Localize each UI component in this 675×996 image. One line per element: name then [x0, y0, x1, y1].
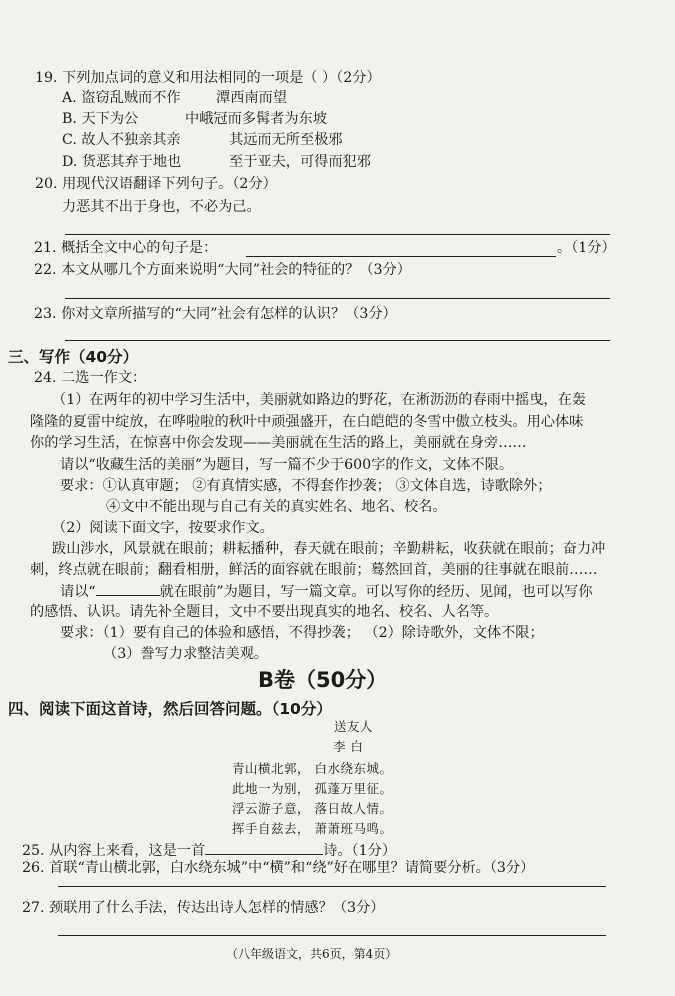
q24-p2-line4 — [60, 581, 593, 602]
q19-option-d-left: D. 货恶其弃于地也 — [62, 154, 182, 170]
q27-stem: 27. 颈联用了什么手法，传达出诗人怎样的情感？（3分） — [22, 900, 385, 916]
q20-answer-line — [65, 234, 610, 235]
q19-stem: 19. 下列加点词的意义和用法相同的一项是（ ）（2分） — [35, 70, 381, 86]
poem-line-1: 青山横北郭， 白水绕东城。 — [232, 761, 393, 776]
section3-title: 三、写作（40分） — [8, 348, 139, 366]
q25-suffix: 诗。（1分） — [323, 843, 397, 859]
page-footer: （八年级语文，共6页，第4页） — [226, 947, 398, 961]
q23-stem: 23. 你对文章所描写的“大同”社会有怎样的认识？（3分） — [34, 306, 397, 322]
q25-prefix: 25. 从内容上来看，这是一首 — [22, 843, 206, 859]
q24-p1-req2: ④文中不能出现与自己有关的真实姓名、地名、校名。 — [106, 499, 447, 515]
q20-sentence: 力恶其不出于身也，不必为己。 — [62, 199, 261, 215]
q24-stem: 24. 二选一作文： — [34, 370, 147, 386]
q22-answer-line — [65, 298, 610, 299]
q19-option-d-right: 至于亚夫，可得而犯邪 — [229, 154, 371, 170]
q26-answer-line — [58, 886, 606, 887]
q24-p2-line1: （2）阅读下面文字，按要求作文。 — [52, 520, 274, 536]
q19-option-a-right: 潭西南而望 — [216, 90, 287, 106]
q24-p1-line3: 你的学习生活，在惊喜中你会发现——美丽就在生活的路上，美丽就在身旁…… — [30, 435, 527, 451]
q19-option-b-right: 中峨冠而多髯者为东坡 — [185, 111, 327, 127]
section4-title: 四、阅读下面这首诗，然后回答问题。（10分） — [8, 700, 332, 718]
q19-option-a-left: A. 盗窃乱贼而不作 — [62, 90, 181, 106]
q24-p2-req1: 要求：（1）要有自己的体验和感悟，不得抄袭； （2）除诗歌外，文体不限； — [60, 625, 544, 641]
q24-p1-line1: （1）在两年的初中学习生活中，美丽就如路边的野花，在淅沥沥的春雨中摇曳，在轰 — [52, 392, 586, 408]
poem-line-3: 浮云游子意， 落日故人情。 — [232, 801, 393, 816]
poem-line-2: 此地一为别， 孤蓬万里征。 — [232, 781, 393, 796]
q21-answer-line — [246, 256, 556, 257]
q24-p2-line4-pre: 请以“ — [60, 584, 96, 600]
q19-option-b-left: B. 天下为公 — [62, 111, 139, 127]
q20-stem: 20. 用现代汉语翻译下列句子。（2分） — [35, 176, 277, 192]
q23-answer-line — [65, 340, 610, 341]
poem-author: 李 白 — [333, 739, 364, 754]
q24-p2-line5: 的感悟、认识。请先补全题目，文中不要出现真实的地名、校名、人名等。 — [30, 604, 499, 620]
poem-title: 送友人 — [334, 719, 374, 734]
q24-p2-line3: 刺，终点就在眼前；翻看相册，鲜活的面容就在眼前；蓦然回首，美丽的往事就在眼前…… — [30, 562, 598, 578]
q26-stem: 26. 首联“青山横北郭，白水绕东城”中“横”和“绕”好在哪里？请简要分析。（3分） — [22, 860, 535, 876]
q24-p2-req2: （3）誊写力求整洁美观。 — [103, 646, 269, 662]
part-b-title: B卷（50分） — [258, 668, 388, 692]
q19-option-c-left: C. 故人不独亲其亲 — [62, 132, 181, 148]
q24-p2-line2: 跋山涉水，风景就在眼前；耕耘播种，春天就在眼前；辛勤耕耘，收获就在眼前；奋力冲 — [52, 541, 606, 557]
q24-p1-line2: 隆隆的夏雷中绽放，在哗啦啦的秋叶中顽强盛开，在白皑皑的冬雪中傲立枝头。用心体味 — [30, 414, 584, 430]
q21-suffix: 。（1分） — [557, 240, 616, 256]
q25-answer-blank — [205, 840, 323, 855]
q21-prefix: 21. 概括全文中心的句子是： — [34, 240, 218, 256]
q22-stem: 22. 本文从哪几个方面来说明“大同”社会的特征的？（3分） — [34, 262, 411, 278]
q24-p1-req1: 要求：①认真审题； ②有真情实感，不得套作抄袭； ③文体自选，诗歌除外； — [60, 478, 552, 494]
q24-p1-line4: 请以“收藏生活的美丽”为题目，写一篇不少于600字的作文，文体不限。 — [60, 457, 514, 473]
q27-answer-line — [58, 935, 606, 936]
q24-p2-line4-post: 就在眼前”为题目，写一篇文章。可以写你的经历、见闻，也可以写你 — [159, 584, 593, 600]
q19-option-c-right: 其远而无所至极邪 — [229, 132, 343, 148]
q24-title-blank — [96, 581, 160, 596]
poem-line-4: 挥手自兹去， 萧萧班马鸣。 — [232, 821, 393, 836]
